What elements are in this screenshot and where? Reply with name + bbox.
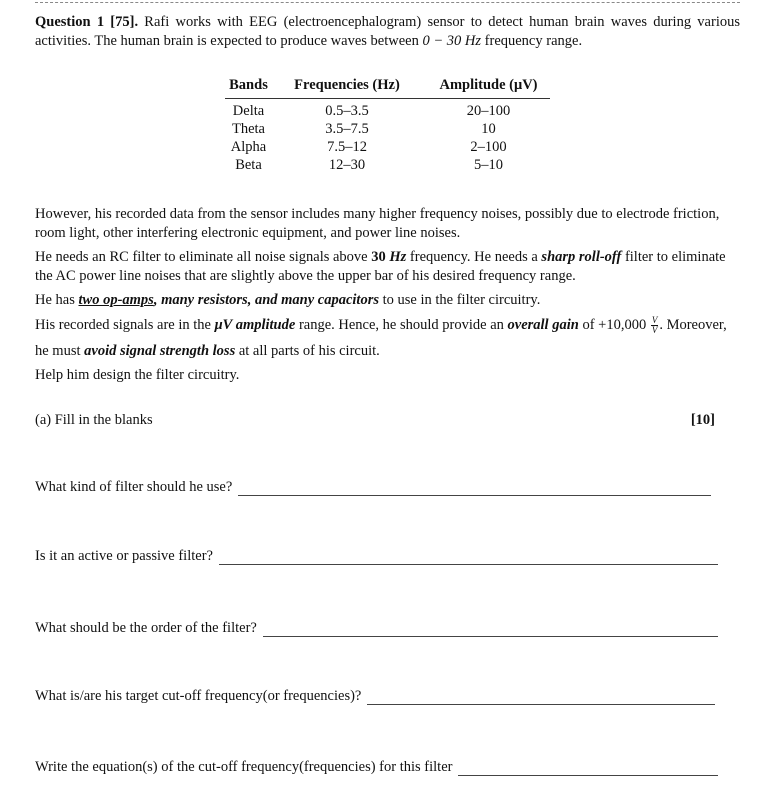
p6-text: he must: [35, 343, 85, 359]
table-row: [220, 138, 560, 156]
question-text: Is it an active or passive filter?: [35, 548, 213, 564]
p4-text: He has: [35, 292, 79, 308]
paragraph-gain: [35, 316, 740, 335]
brain-wave-table: [220, 74, 560, 173]
range-math: 0 − 30: [422, 33, 462, 49]
question-active-passive: [35, 548, 718, 565]
cell-amp: 20–100: [466, 102, 511, 119]
question-text: What should be the order of the filter?: [35, 620, 257, 636]
p5-text-3: . Moreover,: [659, 317, 727, 333]
question-text: What is/are his target cut-off frequency(or frequencies)?: [35, 688, 362, 704]
header-bands: Bands: [229, 76, 268, 93]
paragraph-help: Help him design the filter circuitry.: [35, 367, 240, 383]
cell-freq: 3.5–7.5: [325, 120, 369, 137]
cell-amp: 5–10: [474, 156, 503, 173]
question-text: Write the equation(s) of the cut-off frequency(frequencies) for this filter: [35, 759, 453, 775]
paragraph-rc-filter: [35, 248, 740, 286]
question-label: Question 1 [75].: [35, 14, 139, 30]
volts-per-volt-fraction: [651, 316, 659, 335]
answer-blank[interactable]: [367, 692, 715, 705]
table-header: [220, 74, 560, 96]
p5-text-2: range. Hence, he should provide an: [295, 317, 508, 333]
table-body: [220, 102, 560, 174]
answer-blank[interactable]: [458, 763, 718, 776]
range-unit: Hz: [464, 33, 482, 49]
part-a-heading: [35, 412, 715, 429]
p3-value: 30: [371, 249, 386, 265]
p3-emphasis: sharp roll-off: [541, 249, 622, 265]
intro-text-end: frequency range.: [481, 33, 583, 49]
p5-amplitude: μV amplitude: [214, 317, 296, 333]
cell-band: Delta: [232, 102, 265, 119]
cell-band: Beta: [235, 156, 262, 173]
p5-gain-value: of +10,000: [578, 317, 650, 333]
cell-freq: 0.5–3.5: [325, 102, 369, 119]
answer-blank[interactable]: [219, 552, 718, 565]
cell-amp: 2–100: [470, 138, 507, 155]
p5-text: His recorded signals are in the: [35, 317, 215, 333]
page-top-divider: [35, 2, 740, 3]
cell-band: Theta: [231, 120, 265, 137]
p3-unit: Hz: [389, 249, 407, 265]
cell-freq: 7.5–12: [327, 138, 367, 155]
p3-text-3: filter to eliminate the AC power line noises that are slightly above the upper bar of his desired frequency range.: [35, 249, 726, 284]
table-row: [220, 120, 560, 138]
p6-text-2: at all parts of his circuit.: [235, 343, 380, 359]
p3-text-2: frequency. He needs a: [406, 249, 542, 265]
paragraph-signal-loss: [35, 342, 740, 361]
header-amplitude: Amplitude (μV): [439, 76, 538, 93]
table-header-rule: [225, 98, 550, 99]
p6-emphasis: avoid signal strength loss: [84, 343, 236, 359]
p4-parts: , many resistors, and many capacitors: [153, 292, 379, 308]
cell-freq: 12–30: [328, 156, 366, 173]
cell-amp: 10: [481, 120, 496, 137]
p4-text-2: to use in the filter circuitry.: [379, 292, 541, 308]
fraction-numerator: V: [651, 315, 658, 326]
question-text: What kind of filter should he use?: [35, 479, 233, 495]
intro-text: Rafi works with EEG (electroencephalogram) sensor to detect human brain waves during various activities. The human brain is expected to produce waves between: [35, 14, 740, 49]
question-cutoff-equation: [35, 759, 718, 776]
part-a-marks: [10]: [690, 412, 715, 428]
part-a-label: (a) Fill in the blanks: [35, 412, 153, 428]
question-filter-order: [35, 620, 718, 637]
answer-blank[interactable]: [238, 483, 711, 496]
table-row: [220, 102, 560, 120]
header-frequencies: Frequencies (Hz): [294, 76, 400, 93]
question-intro: [35, 13, 740, 51]
answer-blank[interactable]: [263, 624, 718, 637]
table-row: [220, 156, 560, 174]
paragraph-components: [35, 291, 740, 310]
fraction-denominator: V: [651, 325, 658, 336]
cell-band: Alpha: [230, 138, 267, 155]
question-filter-kind: [35, 479, 711, 496]
question-cutoff-frequency: [35, 688, 715, 705]
p5-gain: overall gain: [507, 317, 579, 333]
p3-text: He needs an RC filter to eliminate all noise signals above: [35, 249, 372, 265]
paragraph-noise: However, his recorded data from the sensor includes many higher frequency noises, possibly due to electrode friction, room light, other interfering electronic equipment, and power line noises.: [35, 206, 720, 241]
p4-op-amps: two op-amps: [78, 292, 154, 308]
